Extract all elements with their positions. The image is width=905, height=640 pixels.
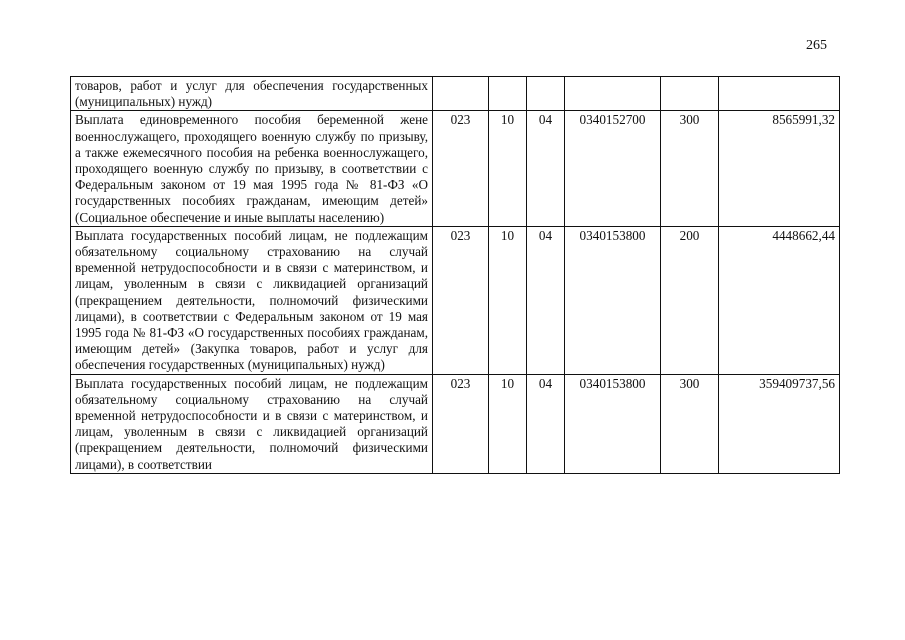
table-row xyxy=(71,77,840,111)
row-section xyxy=(489,77,527,111)
row-admin-code: 023 xyxy=(433,111,489,226)
row-subsection: 04 xyxy=(527,226,565,374)
row-target-article xyxy=(565,77,661,111)
table-row xyxy=(71,374,840,473)
row-description: товаров, работ и услуг для обеспечения государственных (муниципальных) нужд) xyxy=(71,77,433,111)
row-subsection: 04 xyxy=(527,111,565,226)
row-target-article: 0340153800 xyxy=(565,374,661,473)
row-amount xyxy=(719,77,840,111)
row-admin-code xyxy=(433,77,489,111)
row-expense-type: 200 xyxy=(661,226,719,374)
budget-table xyxy=(70,76,840,474)
row-expense-type: 300 xyxy=(661,111,719,226)
row-target-article: 0340153800 xyxy=(565,226,661,374)
row-expense-type: 300 xyxy=(661,374,719,473)
row-description: Выплата единовременного пособия беременной жене военнослужащего, проходящего военную службу по призыву, а также ежемесячного пособия на ребенка военнослужащего, проходящего военную службу по призыву, в соответствии с Федеральным законом от 19 мая 1995 года № 81-ФЗ «О государственных пособиях гражданам, имеющим детей» (Социальное обеспечение и иные выплаты населению) xyxy=(71,111,433,226)
row-expense-type xyxy=(661,77,719,111)
row-section: 10 xyxy=(489,226,527,374)
row-admin-code: 023 xyxy=(433,374,489,473)
row-target-article: 0340152700 xyxy=(565,111,661,226)
table-row xyxy=(71,226,840,374)
row-subsection xyxy=(527,77,565,111)
row-admin-code: 023 xyxy=(433,226,489,374)
row-amount: 8565991,32 xyxy=(719,111,840,226)
row-description: Выплата государственных пособий лицам, не подлежащим обязательному социальному страхованию на случай временной нетрудоспособности и в связи с материнством, и лицам, уволенным в связи с ликвидацией организаций (прекращением деятельности, полномочий физическими лицами), в соответствии xyxy=(71,374,433,473)
table-row xyxy=(71,111,840,226)
row-section: 10 xyxy=(489,374,527,473)
row-amount: 4448662,44 xyxy=(719,226,840,374)
row-subsection: 04 xyxy=(527,374,565,473)
row-description: Выплата государственных пособий лицам, не подлежащим обязательному социальному страхованию на случай временной нетрудоспособности и в связи с материнством, и лицам, уволенным в связи с ликвидацией организаций (прекращением деятельности, полномочий физическими лицами), в соответствии с Федеральным законом от 19 мая 1995 года № 81-ФЗ «О государственных пособиях гражданам, имеющим детей» (Закупка товаров, работ и услуг для обеспечения государственных (муниципальных) нужд) xyxy=(71,226,433,374)
row-section: 10 xyxy=(489,111,527,226)
row-amount: 359409737,56 xyxy=(719,374,840,473)
page-number: 265 xyxy=(806,38,827,53)
